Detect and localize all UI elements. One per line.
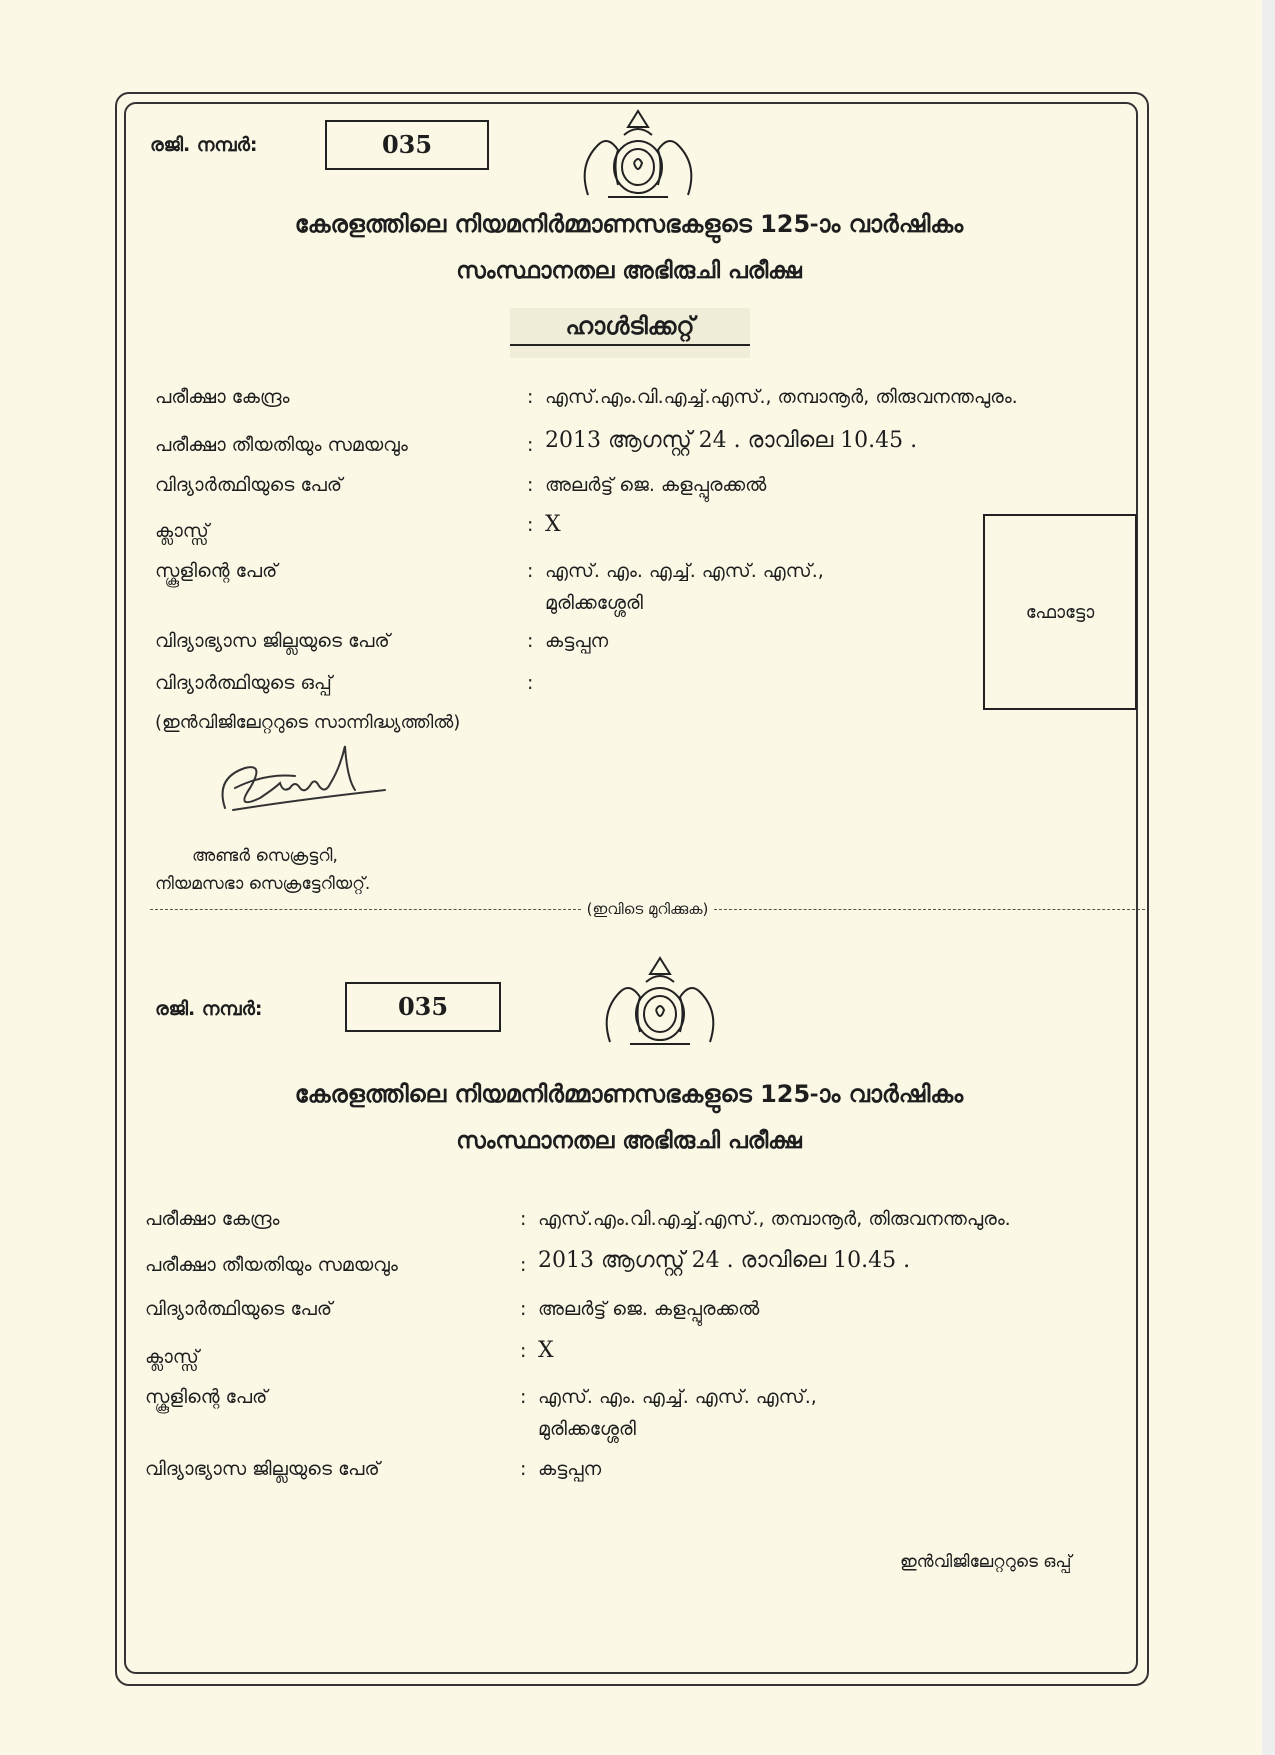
field-colon: : xyxy=(527,514,534,536)
field-value: എസ്.എം.വി.എച്ച്.എസ്., തമ്പാനൂർ, തിരുവനന്തപുരം. xyxy=(538,1208,1011,1230)
reg-number-box: 035 xyxy=(325,120,489,170)
field-value: എസ്. എം. എച്ച്. എസ്. എസ്., xyxy=(545,560,824,582)
field-value: അലർട്ട് ജെ. കളപ്പുരക്കൽ xyxy=(538,1298,760,1320)
signature-icon xyxy=(205,738,395,838)
cut-dash-left xyxy=(150,909,581,910)
cut-here-text: (ഇവിടെ മുറിക്കുക) xyxy=(586,900,709,918)
field-label: വിദ്യാഭ്യാസ ജില്ലയുടെ പേര് xyxy=(155,630,390,652)
field-label: സ്കൂളിന്റെ പേര് xyxy=(145,1386,268,1408)
field-colon: : xyxy=(527,630,534,652)
cut-line xyxy=(150,900,1145,918)
field-value: 2013 ആഗസ്റ്റ് 24 . രാവിലെ 10.45 . xyxy=(545,428,918,453)
field-colon: : xyxy=(527,560,534,582)
photo-label: ഫോട്ടോ xyxy=(1025,601,1095,623)
field-colon: : xyxy=(527,474,534,496)
field-value: എസ്.എം.വി.എച്ച്.എസ്., തമ്പാനൂർ, തിരുവനന്തപുരം. xyxy=(545,386,1018,408)
hall-ticket-heading: ഹാൾടിക്കറ്റ് xyxy=(510,312,750,346)
field-colon: : xyxy=(520,1208,527,1230)
exam-title-line2: സംസ്ഥാനതല അഭിരുചി പരീക്ഷ xyxy=(456,258,802,284)
field-colon: : xyxy=(527,386,534,408)
reg-number-label: രജി. നമ്പർ: xyxy=(155,998,263,1020)
invigilator-signature-label: ഇൻവിജിലേറ്ററുടെ ഒപ്പ് xyxy=(900,1552,1072,1572)
signatory-office: നിയമസഭാ സെക്രട്ടേറിയറ്റ്. xyxy=(155,874,371,894)
exam-title-line1: കേരളത്തിലെ നിയമനിർമ്മാണസഭകളുടെ 125-ാം വാർഷികം xyxy=(294,210,964,238)
field-label: സ്കൂളിന്റെ പേര് xyxy=(155,560,278,582)
field-label: വിദ്യാർത്ഥിയുടെ പേര് xyxy=(155,474,343,496)
field-value: എസ്. എം. എച്ച്. എസ്. എസ്., xyxy=(538,1386,817,1408)
field-colon: : xyxy=(520,1298,527,1320)
field-colon: : xyxy=(520,1340,527,1362)
kerala-emblem-icon xyxy=(568,105,708,205)
field-colon: : xyxy=(527,672,534,694)
field-value: X xyxy=(538,1338,554,1363)
field-label: വിദ്യാർത്ഥിയുടെ ഒപ്പ് xyxy=(155,672,332,694)
field-label: വിദ്യാർത്ഥിയുടെ പേര് xyxy=(145,1298,333,1320)
field-label: പരീക്ഷാ കേന്ദ്രം xyxy=(145,1208,280,1230)
field-value: 2013 ആഗസ്റ്റ് 24 . രാവിലെ 10.45 . xyxy=(538,1248,911,1273)
field-value: അലർട്ട് ജെ. കളപ്പുരക്കൽ xyxy=(545,474,767,496)
photo-placeholder xyxy=(983,514,1137,710)
field-colon: : xyxy=(520,1458,527,1480)
cut-dash-right xyxy=(714,909,1145,910)
reg-number-label: രജി. നമ്പർ: xyxy=(150,134,258,156)
field-label: പരീക്ഷാ തീയതിയും സമയവും xyxy=(155,434,408,456)
field-value: X xyxy=(545,512,561,537)
exam-title-line1: കേരളത്തിലെ നിയമനിർമ്മാണസഭകളുടെ 125-ാം വാർഷികം xyxy=(294,1080,964,1108)
signatory-title: അണ്ടർ സെക്രട്ടറി, xyxy=(192,846,338,866)
field-label: ക്ലാസ്സ് xyxy=(155,520,209,542)
field-value-line2: മുരിക്കശ്ശേരി xyxy=(545,592,643,614)
reg-number-box: 035 xyxy=(345,982,501,1032)
field-value-line2: മുരിക്കശ്ശേരി xyxy=(538,1418,636,1440)
exam-title-line2: സംസ്ഥാനതല അഭിരുചി പരീക്ഷ xyxy=(456,1128,802,1154)
field-value: കട്ടപ്പന xyxy=(538,1458,602,1480)
field-label: ക്ലാസ്സ് xyxy=(145,1346,199,1368)
kerala-emblem-icon xyxy=(590,952,730,1052)
field-label: പരീക്ഷാ കേന്ദ്രം xyxy=(155,386,290,408)
field-value: കട്ടപ്പന xyxy=(545,630,609,652)
signature-note: (ഇൻവിജിലേറ്ററുടെ സാന്നിദ്ധ്യത്തിൽ) xyxy=(155,712,461,733)
field-colon: : xyxy=(520,1254,527,1276)
field-colon: : xyxy=(527,434,534,456)
field-label: പരീക്ഷാ തീയതിയും സമയവും xyxy=(145,1254,398,1276)
field-colon: : xyxy=(520,1386,527,1408)
scan-edge xyxy=(1262,0,1275,1755)
field-label: വിദ്യാഭ്യാസ ജില്ലയുടെ പേര് xyxy=(145,1458,380,1480)
